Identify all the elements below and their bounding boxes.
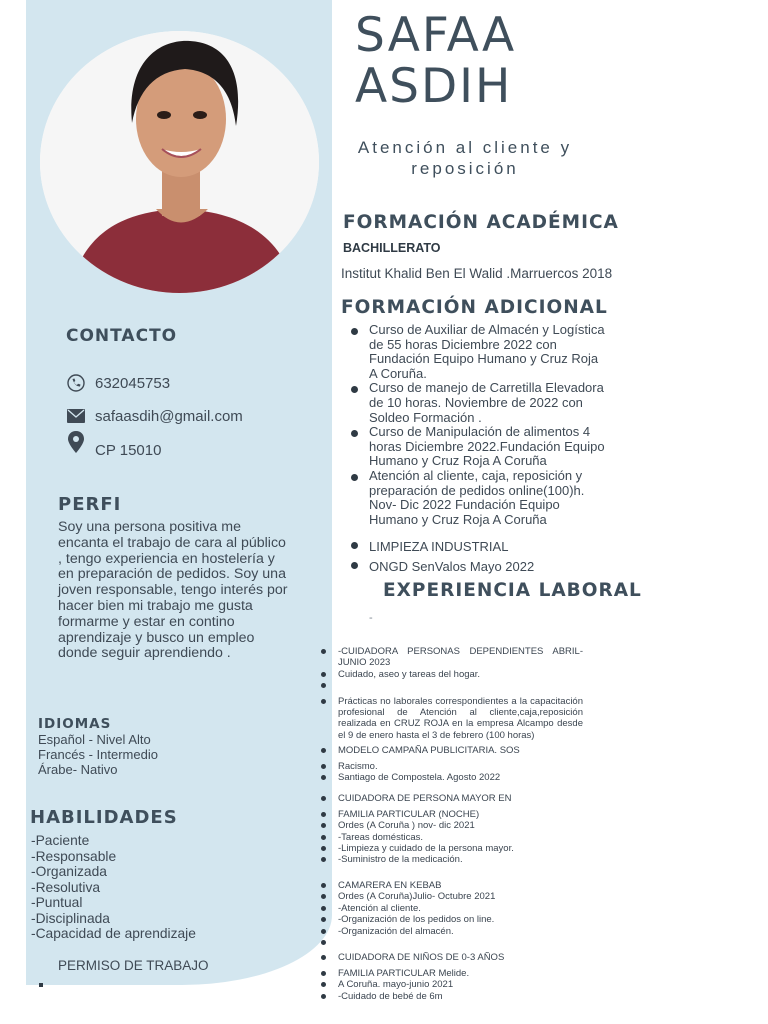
stray-bullet xyxy=(39,983,43,987)
portrait-image xyxy=(40,31,319,293)
experience-line: CAMARERA EN KEBAB xyxy=(320,880,583,891)
experience-heading: EXPERIENCIA LABORAL xyxy=(383,580,642,601)
experience-list xyxy=(320,646,583,1002)
training-item: ONGD SenValos Mayo 2022 xyxy=(341,557,606,577)
training-item: Atención al cliente, caja, reposición y preparación de pedidos online(100)h. Nov- Dic 2022 Fundación Equipo Humano y Cruz Roja A Coruña xyxy=(341,469,606,527)
language-item: Francés - Intermedio xyxy=(38,747,158,762)
training-item: Curso de Auxiliar de Almacén y Logística de 55 horas Diciembre 2022 con Fundación Equipo Humano y Cruz Roja A Coruña. xyxy=(341,323,606,381)
email-address: safaasdih@gmail.com xyxy=(95,407,243,425)
language-item: Árabe- Nativo xyxy=(38,762,118,777)
skill-item: -Organizada xyxy=(31,864,107,879)
phone-icon xyxy=(66,373,86,393)
skill-item: -Resolutiva xyxy=(31,879,101,895)
experience-line: -Organización de los pedidos on line. xyxy=(320,914,583,925)
phone-number: 632045753 xyxy=(95,374,171,392)
experience-line: CUIDADORA DE PERSONA MAYOR EN xyxy=(320,793,583,804)
education-school: Institut Khalid Ben El Walid .Marruercos 2018 xyxy=(341,266,613,281)
job-title-line-2: reposición xyxy=(411,159,519,178)
experience-line: CUIDADORA DE NIÑOS DE 0-3 AÑOS xyxy=(320,952,583,963)
profile-heading: PERFI xyxy=(58,494,122,515)
experience-line: -Tareas domésticas. xyxy=(320,832,583,843)
languages-heading: IDIOMAS xyxy=(38,716,112,732)
experience-line: FAMILIA PARTICULAR (NOCHE) xyxy=(320,809,583,820)
location-row xyxy=(66,430,161,459)
experience-line: Cuidado, aseo y tareas del hogar. xyxy=(320,669,583,680)
job-title-line-1: Atención al cliente y xyxy=(357,138,573,157)
first-name: SAFAA xyxy=(355,8,517,63)
experience-line: Santiago de Compostela. Agosto 2022 xyxy=(320,772,583,783)
language-item: Español - Nivel Alto xyxy=(38,732,151,747)
experience-line: Prácticas no laborales correspondientes a la capacitación profesional de Atención al cliente,caja,reposición realizada en CRUZ ROJA en la empresa Alcampo desde el 9 de enero hasta el 3 de febrero (100 horas) xyxy=(320,696,583,742)
experience-line: -Limpieza y cuidado de la persona mayor. xyxy=(320,843,583,854)
experience-dash: - xyxy=(369,612,373,624)
additional-training-heading: FORMACIÓN ADICIONAL xyxy=(341,297,608,318)
skills-heading: HABILIDADES xyxy=(30,807,178,828)
additional-extra-list xyxy=(341,537,606,577)
location-icon xyxy=(66,430,86,454)
profile-text: Soy una persona positiva me encanta el trabajo de cara al público , tengo experiencia en hostelería y en preparación de pedidos. Soy una joven responsable, tengo interés por hacer bien mi trabajo me gusta formarme y estar en contino aprendizaje y busco un empleo donde seguir aprendiendo . xyxy=(58,519,288,662)
training-item: Curso de manejo de Carretilla Elevadora de 10 horas. Noviembre de 2022 con Soldeo Formación . xyxy=(341,381,606,425)
skill-item: -Capacidad de aprendizaje xyxy=(31,926,196,941)
training-item: LIMPIEZA INDUSTRIAL xyxy=(341,537,606,557)
email-row xyxy=(66,406,243,426)
additional-training-list xyxy=(341,323,606,527)
last-name: ASDIH xyxy=(355,59,513,114)
experience-line: A Coruña. mayo-junio 2021 xyxy=(320,979,583,990)
training-item: Curso de Manipulación de alimentos 4 horas Diciembre 2022.Fundación Equipo Humano y Cruz Roja A Coruña xyxy=(341,425,606,469)
experience-line xyxy=(320,937,583,948)
candidate-name xyxy=(355,10,516,112)
skills-list xyxy=(31,833,196,942)
experience-line: Ordes (A Coruña ) nov- dic 2021 xyxy=(320,820,583,831)
phone-row xyxy=(66,373,170,393)
experience-line: Racismo. xyxy=(320,761,583,772)
skill-item: -Disciplinada xyxy=(31,910,110,926)
education-heading: FORMACIÓN ACADÉMICA xyxy=(343,212,619,233)
mail-icon xyxy=(66,406,86,426)
profile-photo xyxy=(40,31,319,293)
experience-line: Ordes (A Coruña)Julio- Octubre 2021 xyxy=(320,891,583,902)
skill-item: -Puntual xyxy=(31,895,83,910)
contact-heading: CONTACTO xyxy=(66,326,178,346)
experience-line: MODELO CAMPAÑA PUBLICITARIA. SOS xyxy=(320,745,583,756)
postal-code: CP 15010 xyxy=(95,442,162,459)
work-permit: PERMISO DE TRABAJO xyxy=(58,958,209,973)
languages-list xyxy=(38,732,158,777)
experience-line: FAMILIA PARTICULAR Melide. xyxy=(320,968,583,979)
experience-line: -Suministro de la medicación. xyxy=(320,854,583,865)
experience-line: -Organización del almacén. xyxy=(320,926,583,937)
experience-line: -Atención al cliente. xyxy=(320,903,583,914)
skill-item: -Responsable xyxy=(31,848,117,864)
experience-line: -Cuidado de bebé de 6m xyxy=(320,991,583,1002)
job-title xyxy=(340,137,590,179)
experience-line xyxy=(320,680,583,691)
experience-line: -CUIDADORA PERSONAS DEPENDIENTES ABRIL-JUNIO 2023 xyxy=(320,646,583,669)
skill-item: -Paciente xyxy=(31,833,90,848)
education-degree: BACHILLERATO xyxy=(343,241,441,255)
